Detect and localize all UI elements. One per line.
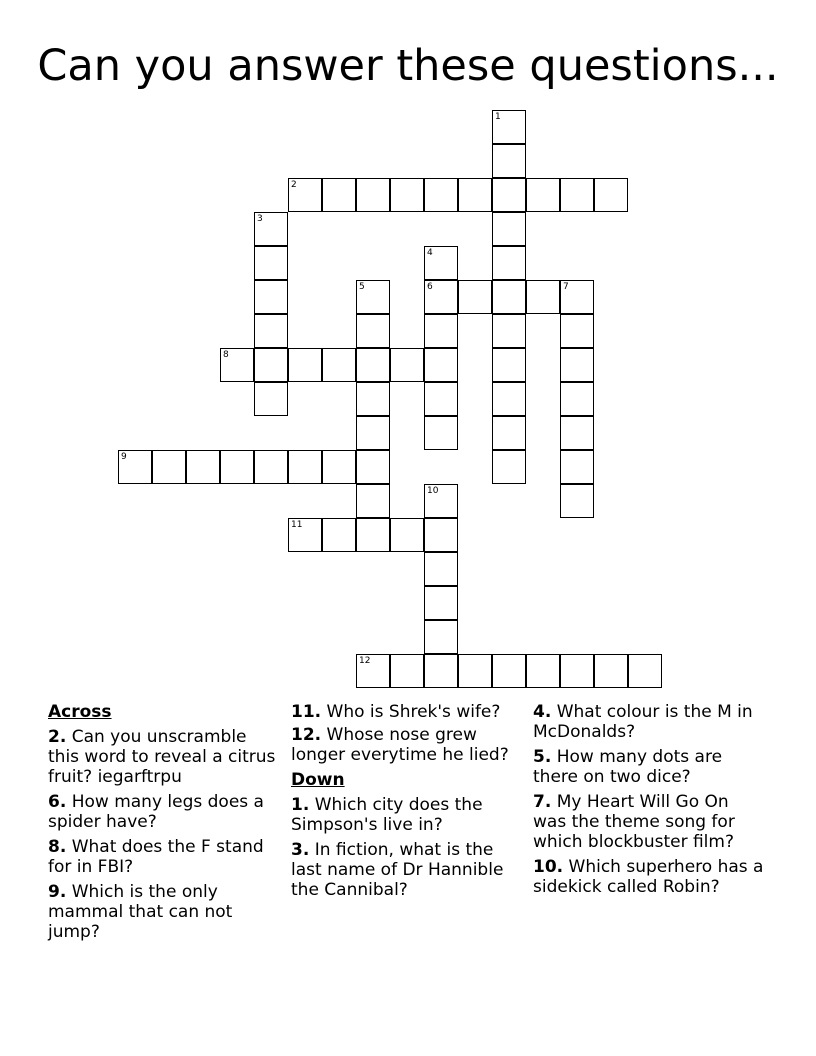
- clue-number: 5.: [533, 747, 552, 767]
- page-title: Can you answer these questions...: [37, 41, 779, 91]
- crossword-cell[interactable]: [424, 586, 458, 620]
- clue-number: 11.: [291, 702, 322, 722]
- crossword-cell[interactable]: [560, 382, 594, 416]
- clue-text: In fiction, what is the last name of Dr Hannible the Cannibal?: [291, 840, 504, 900]
- clue-across-9: [48, 882, 278, 942]
- clue-text: How many legs does a spider have?: [48, 792, 264, 832]
- clue-across-6: [48, 792, 278, 832]
- clue-down-5: [533, 747, 765, 787]
- clues-column-2: [291, 702, 523, 905]
- crossword-cell[interactable]: [118, 450, 152, 484]
- crossword-cell[interactable]: [424, 178, 458, 212]
- crossword-cell[interactable]: [254, 382, 288, 416]
- crossword-cell[interactable]: [254, 348, 288, 382]
- crossword-cell[interactable]: [322, 178, 356, 212]
- crossword-cell[interactable]: [492, 348, 526, 382]
- clue-number: 4.: [533, 702, 552, 722]
- crossword-cell[interactable]: [356, 484, 390, 518]
- cell-number: 11: [291, 520, 303, 530]
- crossword-cell[interactable]: [356, 178, 390, 212]
- crossword-cell[interactable]: [356, 654, 390, 688]
- clue-text: What colour is the M in McDonalds?: [533, 702, 753, 742]
- cell-number: 5: [359, 282, 365, 292]
- crossword-cell[interactable]: [288, 348, 322, 382]
- crossword-cell[interactable]: [560, 348, 594, 382]
- crossword-cell[interactable]: [220, 450, 254, 484]
- crossword-cell[interactable]: [492, 280, 526, 314]
- crossword-cell[interactable]: [254, 314, 288, 348]
- clue-text: Which city does the Simpson's live in?: [291, 795, 483, 835]
- crossword-cell[interactable]: [458, 280, 492, 314]
- clue-across-11: [291, 702, 523, 722]
- clue-number: 12.: [291, 725, 322, 745]
- crossword-cell[interactable]: [322, 348, 356, 382]
- crossword-cell[interactable]: [254, 450, 288, 484]
- crossword-cell[interactable]: [424, 280, 458, 314]
- crossword-cell[interactable]: [594, 654, 628, 688]
- across-heading: Across: [48, 702, 112, 722]
- crossword-cell[interactable]: [492, 416, 526, 450]
- cell-number: 4: [427, 248, 433, 258]
- crossword-cell[interactable]: [492, 246, 526, 280]
- clue-down-1: [291, 795, 523, 835]
- crossword-cell[interactable]: [390, 348, 424, 382]
- crossword-cell[interactable]: [458, 654, 492, 688]
- cell-number: 7: [563, 282, 569, 292]
- crossword-cell[interactable]: [424, 654, 458, 688]
- crossword-cell[interactable]: [356, 416, 390, 450]
- crossword-cell[interactable]: [424, 518, 458, 552]
- clue-number: 1.: [291, 795, 310, 815]
- clue-number: 9.: [48, 882, 67, 902]
- clue-number: 7.: [533, 792, 552, 812]
- crossword-cell[interactable]: [492, 212, 526, 246]
- cell-number: 10: [427, 486, 439, 496]
- cell-number: 3: [257, 214, 263, 224]
- crossword-cell[interactable]: [356, 518, 390, 552]
- crossword-cell[interactable]: [390, 654, 424, 688]
- crossword-cell[interactable]: [254, 280, 288, 314]
- clue-number: 6.: [48, 792, 67, 812]
- crossword-cell[interactable]: [288, 518, 322, 552]
- crossword-cell[interactable]: [186, 450, 220, 484]
- crossword-cell[interactable]: [220, 348, 254, 382]
- cell-number: 2: [291, 180, 297, 190]
- clue-down-3: [291, 840, 523, 900]
- clue-text: How many dots are there on two dice?: [533, 747, 723, 787]
- crossword-cell[interactable]: [560, 484, 594, 518]
- crossword-cell[interactable]: [526, 178, 560, 212]
- clue-across-8: [48, 837, 278, 877]
- crossword-cell[interactable]: [560, 280, 594, 314]
- crossword-cell[interactable]: [526, 280, 560, 314]
- clue-across-12: [291, 725, 523, 765]
- clue-across-2: [48, 727, 278, 787]
- clues-column-3: [533, 702, 765, 902]
- crossword-cell[interactable]: [322, 518, 356, 552]
- crossword-cell[interactable]: [254, 246, 288, 280]
- clue-down-10: [533, 857, 765, 897]
- crossword-cell[interactable]: [492, 144, 526, 178]
- clue-text: Which is the only mammal that can not jump?: [48, 882, 233, 942]
- clue-number: 3.: [291, 840, 310, 860]
- crossword-cell[interactable]: [560, 314, 594, 348]
- crossword-cell[interactable]: [560, 416, 594, 450]
- clue-number: 8.: [48, 837, 67, 857]
- down-heading: Down: [291, 770, 345, 790]
- crossword-cell[interactable]: [560, 450, 594, 484]
- crossword-cell[interactable]: [560, 178, 594, 212]
- clue-number: 10.: [533, 857, 564, 877]
- crossword-cell[interactable]: [492, 382, 526, 416]
- crossword-cell[interactable]: [356, 280, 390, 314]
- clue-text: Which superhero has a sidekick called Robin?: [533, 857, 764, 897]
- crossword-cell[interactable]: [424, 484, 458, 518]
- crossword-cell[interactable]: [424, 552, 458, 586]
- crossword-cell[interactable]: [288, 450, 322, 484]
- crossword-cell[interactable]: [390, 518, 424, 552]
- crossword-cell[interactable]: [254, 212, 288, 246]
- crossword-cell[interactable]: [594, 178, 628, 212]
- crossword-cell[interactable]: [424, 382, 458, 416]
- crossword-cell[interactable]: [356, 348, 390, 382]
- crossword-cell[interactable]: [288, 178, 322, 212]
- crossword-cell[interactable]: [492, 110, 526, 144]
- cell-number: 1: [495, 112, 501, 122]
- crossword-cell[interactable]: [424, 620, 458, 654]
- clue-down-4: [533, 702, 765, 742]
- clues-column-1: [48, 702, 278, 947]
- crossword-cell[interactable]: [492, 178, 526, 212]
- crossword-cell[interactable]: [356, 382, 390, 416]
- crossword-cell[interactable]: [424, 348, 458, 382]
- crossword-cell[interactable]: [356, 450, 390, 484]
- clue-text: Whose nose grew longer everytime he lied?: [291, 725, 509, 765]
- clue-text: My Heart Will Go On was the theme song for which blockbuster film?: [533, 792, 735, 852]
- crossword-cell[interactable]: [322, 450, 356, 484]
- crossword-cell[interactable]: [152, 450, 186, 484]
- crossword-cell[interactable]: [560, 654, 594, 688]
- crossword-cell[interactable]: [492, 314, 526, 348]
- clue-text: Can you unscramble this word to reveal a citrus fruit? iegarftrpu: [48, 727, 276, 787]
- cell-number: 8: [223, 350, 229, 360]
- clue-text: What does the F stand for in FBI?: [48, 837, 264, 877]
- crossword-cell[interactable]: [424, 416, 458, 450]
- crossword-cell[interactable]: [628, 654, 662, 688]
- crossword-cell[interactable]: [492, 450, 526, 484]
- crossword-cell[interactable]: [390, 178, 424, 212]
- crossword-cell[interactable]: [424, 246, 458, 280]
- crossword-cell[interactable]: [526, 654, 560, 688]
- clue-down-7: [533, 792, 765, 852]
- clue-number: 2.: [48, 727, 67, 747]
- cell-number: 6: [427, 282, 433, 292]
- crossword-cell[interactable]: [424, 314, 458, 348]
- crossword-cell[interactable]: [356, 314, 390, 348]
- cell-number: 12: [359, 656, 371, 666]
- crossword-cell[interactable]: [458, 178, 492, 212]
- clue-text: Who is Shrek's wife?: [326, 702, 501, 722]
- cell-number: 9: [121, 452, 127, 462]
- crossword-cell[interactable]: [492, 654, 526, 688]
